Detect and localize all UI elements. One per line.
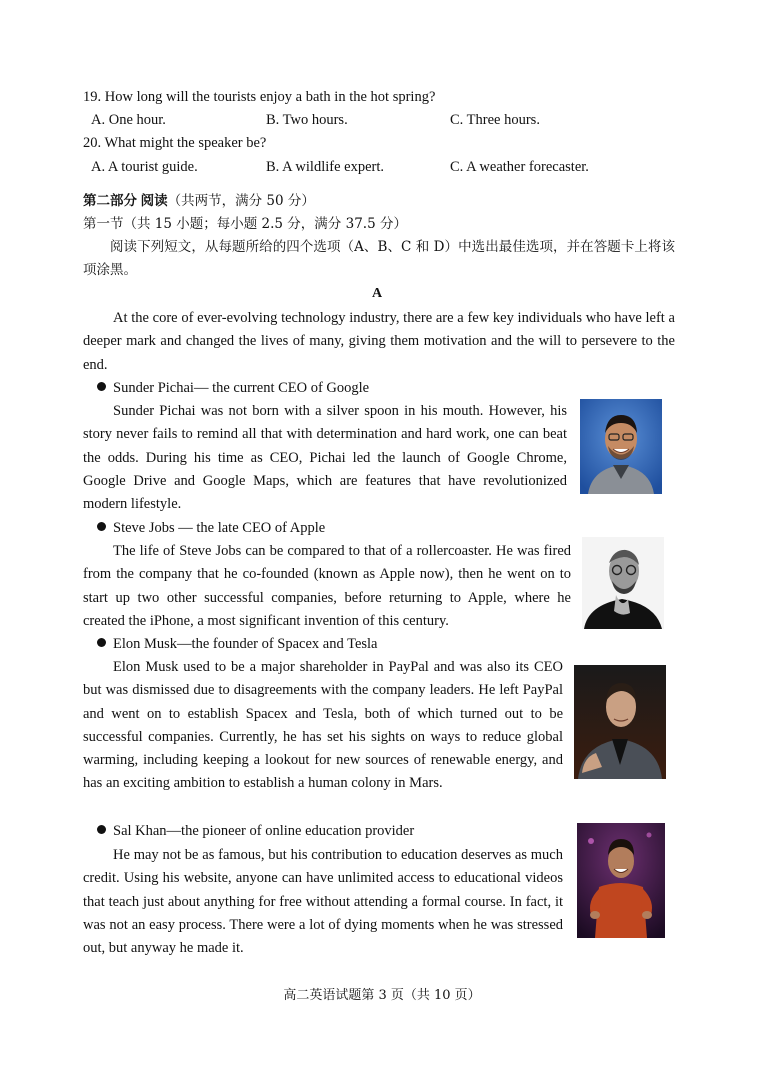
bullet-dot (97, 382, 106, 391)
passage-letter: A (372, 286, 383, 301)
section-part-note: （共两节，满分 50 分） (167, 193, 315, 209)
page-footer: 高二英语试题第 3 页（共 10 页） (283, 988, 481, 1003)
bullet-dot (97, 522, 106, 531)
section-title (83, 191, 315, 211)
q19-option-c: C. Three hours. (450, 112, 540, 128)
person-heading-text: Sal Khan—the pioneer of online education provider (113, 823, 415, 839)
question-20: 20. What might the speaker be? (83, 135, 267, 151)
portrait-photo (577, 823, 665, 938)
person-heading (97, 378, 369, 398)
person-body: He may not be as famous, but his contribution to education deserves as much credit. Using his website, anyone can have unlimited access to educational videos that teach just about anything for free without attending a formal course. In fact, it was not an easy process. There were a lot of dying moments when he was stressed out, but anyway he made it. (83, 847, 563, 957)
person-heading (97, 634, 378, 654)
person-heading (97, 518, 325, 538)
person-heading-text: Sunder Pichai— the current CEO of Google (113, 380, 370, 396)
section-part-name: 阅读 (140, 193, 168, 209)
bullet-dot (97, 638, 106, 647)
person-heading-text: Steve Jobs — the late CEO of Apple (113, 520, 326, 536)
person-heading-text: Elon Musk—the founder of Spacex and Tesla (113, 636, 378, 652)
portrait-photo (580, 399, 662, 494)
q20-option-b: B. A wildlife expert. (266, 159, 384, 175)
q19-option-b: B. Two hours. (266, 112, 348, 128)
person-body: Sunder Pichai was not born with a silver spoon in his mouth. However, his story never fails to remind all that with determination and hard work, one can beat the odds. During his time as CEO, Pichai led the launch of Google Chrome, Google Drive and Google Maps, which are features that have revolutionized modern lifestyle. (83, 403, 567, 513)
bullet-dot (97, 825, 106, 834)
portrait-photo (574, 665, 666, 779)
portrait-photo (582, 537, 664, 629)
section-part-label: 第二部分 (83, 193, 137, 209)
subsection-title: 第一节（共 15 小题；每小题 2.5 分，满分 37.5 分） (83, 216, 407, 232)
person-body: Elon Musk used to be a major shareholder in PayPal and was also its CEO but was dismissed due to disagreements with the company leaders. He left PayPal and went on to establish Spacex and Tesla, both of which turned out to be successful companies. Currently, he has set his sights on ways to reduce global warming, including keeping a lookout for new sources of renewable energy, and has an exciting ambition to establish a human colony in Mars. (83, 659, 563, 792)
question-19: 19. How long will the tourists enjoy a bath in the hot spring? (83, 89, 436, 105)
person-heading (97, 821, 414, 841)
q19-option-a: A. One hour. (91, 112, 166, 128)
q20-option-c: C. A weather forecaster. (450, 159, 589, 175)
section-instruction: 阅读下列短文，从每题所给的四个选项（A、B、C 和 D）中选出最佳选项，并在答题卡上将该项涂黑。 (83, 239, 675, 279)
q20-option-a: A. A tourist guide. (91, 159, 198, 175)
person-body: The life of Steve Jobs can be compared to that of a rollercoaster. He was fired from the company that he co-founded (known as Apple now), then he went on to start up two other successful companies, before returning to Apple, where he created the iPhone, a most significant invention of this century. (83, 543, 571, 629)
passage-intro: At the core of ever-evolving technology industry, there are a few key individuals who have left a deeper mark and changed the lives of many, giving them motivation and the will to persevere to the end. (83, 310, 675, 373)
